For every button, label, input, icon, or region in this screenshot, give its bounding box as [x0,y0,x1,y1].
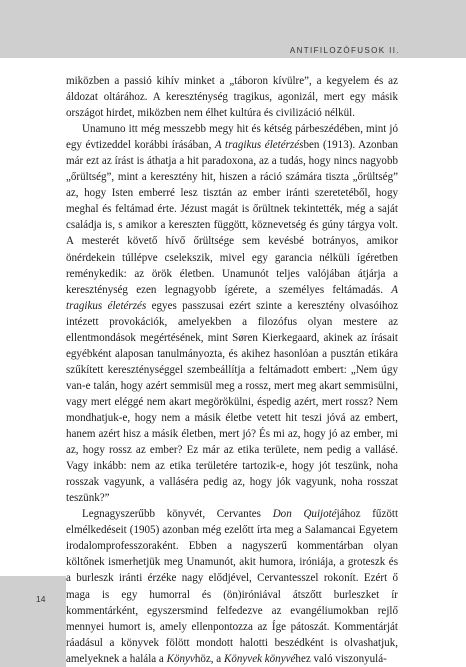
text-run: egyes passzusai ezért szinte a keresztény olvasóihoz intézett provokációk, amelyekben a filozófus olyan mestere az ellentmondások megértésének, mint Søren Kierkegaard, akinek az írásait egyébként alaposan tanulmányozta, és akihez hasonlóan a pusztán etikára szűkített kereszténységgel szembeállítja a feltámadott embert: „Nem úgy van-e talán, hogy azért semmisül meg a rossz, mert meg akart semmisülni, vagy mert eléggé nem akart megörökülni, éspedig azért, mert rossz? Nem mondhatjuk-e, hogy nem a másik életbe vetett hit teszi jóvá az embert, hanem azért hisz a másik életben, mert jó? És mi az, hogy jó az ember, mi az, hogy rossz az ember? Ez már az etika területe, nem pedig a vallásé. Vagy inkább: nem az etika területére tartozik-e, hogy jót teszünk, noha rosszak vagyunk, a valláséra pedig az, hogy jók vagyunk, noha rosszat teszünk?” [66,299,398,505]
body-text [66,73,398,667]
text-run: jához fűzött elmélkedéseit (1905) azonban még ezelőtt írta meg a Salamancai Egyetem irodalomprofesszoraként. Ebben a nagyszerű kommentárban olyan költőnek ismerhetjük meg Unamunót, akit humora, iróniája, a groteszk és a burleszk iránti érzéke nagy elődjével, Cervantesszel rokonít. Ezért ő maga is egy humorral és (ön)iróniával átszőtt burleszket ír kommentárként, egyszersmind felfedezve az evangéliumokban rejlő mennyei humort is, amely ellenpontozza az Íge pátoszát. Kommentárját ráadásul a könyvek fölött mondott halotti beszédként is olvashatjuk, amelyeknek a halála a [66,508,399,665]
paragraph [66,121,398,506]
footer-band [0,576,66,667]
text-run: hez való viszonyulá- [295,652,387,665]
running-head: ANTIFILOZÓFUSOK II. [289,46,400,55]
italic-title-run: A tragikus életérzés [214,139,304,152]
paragraph [66,73,398,121]
text-run: Unamuno itt még messzebb megy hit és kétség párbeszédében, mint jó egy évtizeddel korábbi írásában, [66,123,398,152]
text-run: miközben a passió kihív minket a „táboron kívülre”, a kegyelem és az áldozat oltárához. A kereszténység tragikus, agonizál, mert egy másik országot hirdet, miközben nem élhet kultúra és civilizáció nélkül. [66,75,398,120]
italic-title-run: Könyvek könyvé [223,652,296,665]
italic-title-run: A tragikus életérzés [66,283,398,312]
paragraph [66,506,398,666]
page-number: 14 [36,594,46,604]
text-run: höz, a [194,652,224,665]
text-run: Legnagyszerűbb könyvét, Cervantes [82,508,273,521]
text-run: ben (1913). Azonban már ezt az írást is áthatja a hit paradoxona, az a tudás, hogy nincs nagyobb „őrültség”, mint a keresztény hit, hiszen a ráció számára tiszta „őrültség” az, hogy Isten emberré lesz tisztán az ember iránti szeretetéből, hogy meghal és feltámad érte. Jézust magát is őrültnek tekintették, még a saját családja is, s amikor a kereszten függött, köznevetség és gúny tárgya volt. A mesterét követő hívő őrültsége sem kevésbé botrányos, amikor önérdekein túllépve cselekszik, mivel egy garancia nélküli ígéretben reménykedik: az örök életben. Unamunót teljes valójában átjárja a kereszténység ezen legnagyobb ígérete, a személyes feltámadás. [66,139,398,296]
italic-title-run: Don Quijoté [272,508,337,521]
italic-title-run: Könyv [166,652,195,665]
